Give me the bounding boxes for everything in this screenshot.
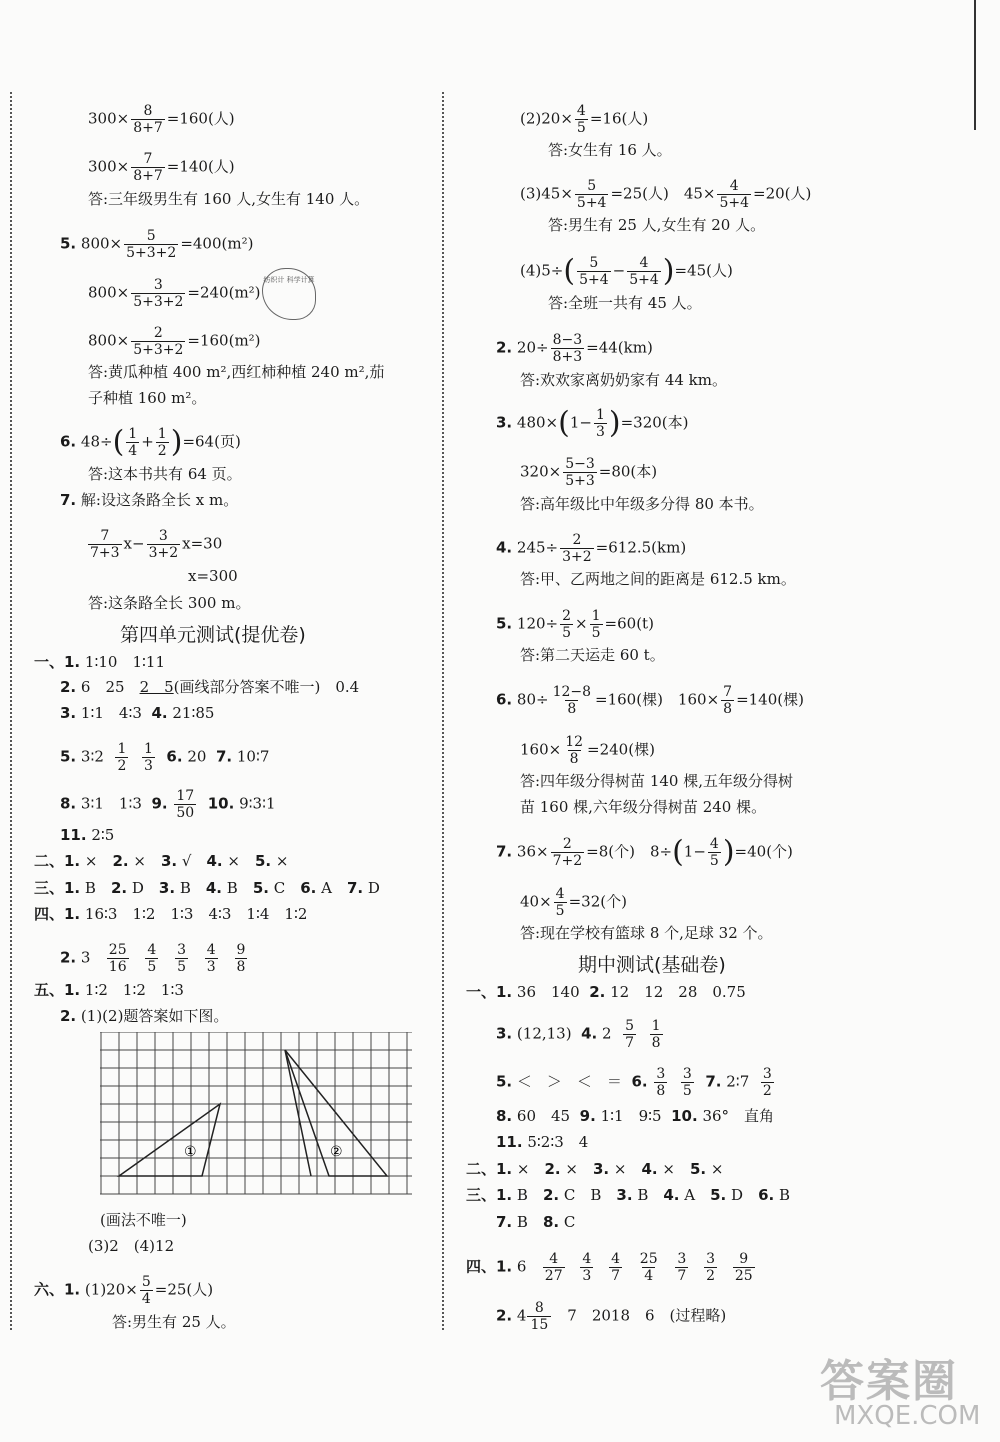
s1-item-8-10: 8. 3∶1 1∶3 9. $\frac{17}{50}$ 10. 9∶3∶1 (60, 788, 276, 821)
unit4-title: 第四单元测试(提优卷) (120, 624, 306, 646)
r-q7-answer: 答:现在学校有篮球 8 个,足球 32 个。 (520, 924, 773, 942)
figure-note: (画法不唯一) (100, 1211, 187, 1229)
left-margin-dots (10, 92, 12, 1330)
r-line-2: (3)45× $\frac{5}{5+4}$ =25(人) 45× $\frac{4}{5+4}$ =20(人) (520, 178, 812, 211)
s6-answer: 答:男生有 25 人。 (112, 1313, 236, 1331)
m1-item-1-2: 一、1. 36 140 2. 12 12 28 0.75 (466, 983, 746, 1001)
s3-choices: 三、1. B 2. D 3. B 4. B 5. C 6. A 7. D (34, 879, 380, 897)
q5-line-b: 800× $\frac{3}{5+3+2}$ =240(m²) (88, 277, 261, 310)
r-q2-answer: 答:欢欢家离奶奶家有 44 km。 (520, 371, 727, 389)
watermark-text: 答案圈 (820, 1356, 958, 1407)
s6-item-1: 六、1. (1)20× $\frac{5}{4}$ =25(人) (34, 1274, 214, 1307)
r-q6-answer-1: 答:四年级分得树苗 140 棵,五年级分得树 (520, 772, 793, 790)
q7-solution: x=300 (188, 567, 238, 585)
grid-figure (100, 1032, 412, 1196)
r-line-1: (2)20× $\frac{4}{5}$ =16(人) (520, 103, 649, 136)
s1-item-11: 11. 2∶5 (60, 826, 115, 844)
s1-item-2: 2. 6 25 2 5(画线部分答案不唯一) 0.4 (60, 678, 360, 696)
m3-choices-2: 7. B 8. C (496, 1213, 576, 1231)
r-q4-line: 4. 245÷ $\frac{2}{3+2}$ =612.5(km) (496, 532, 687, 565)
grid-lines (100, 1032, 412, 1194)
left-line-2: 300× $\frac{7}{8+7}$ =140(人) (88, 151, 235, 184)
r-answer-2: 答:男生有 25 人,女生有 20 人。 (548, 216, 766, 234)
r-q7-line-b: 40× $\frac{4}{5}$ =32(个) (520, 886, 627, 919)
r-q6-answer-2: 苗 160 棵,六年级分得树苗 240 棵。 (520, 798, 767, 816)
s5-item-3-4: (3)2 (4)12 (88, 1237, 175, 1255)
r-q5-line: 5. 120÷ $\frac{2}{5}$ × $\frac{1}{5}$ =60(t) (496, 608, 654, 641)
r-q6-line-b: 160× $\frac{12}{8}$ =240(棵) (520, 734, 655, 767)
r-q7-line: 7. 36× $\frac{2}{7+2}$ =8(个) 8÷(1− $\frac{4}{5}$ )=40(个) (496, 834, 793, 870)
s1-item-3-4: 3. 1∶1 4∶3 4. 21∶85 (60, 704, 215, 722)
r-answer-1: 答:女生有 16 人。 (548, 141, 672, 159)
m4-item-1: 四、1. 6 $\frac{4}{27}$ $\frac{4}{3}$ $\frac{4}{7}$ $\frac{25}{4}$ $\frac{3}{7}$ $\frac{3}{2}$ $\frac{9}{25}$ (466, 1251, 753, 1284)
figure-label-2: ② (330, 1144, 343, 1160)
m3-choices: 三、1. B 2. C B 3. B 4. A 5. D 6. B (466, 1186, 791, 1204)
q5-answer-1: 答:黄瓜种植 400 m²,西红柿种植 240 m²,茄 (88, 363, 385, 381)
s2-truefalse: 二、1. × 2. × 3. √ 4. × 5. × (34, 852, 289, 870)
m1-item-5-7: 5. ＜ ＞ ＜ ＝ 6. $\frac{3}{8}$ $\frac{3}{5}$ 7. 2∶7 $\frac{3}{2}$ (496, 1066, 772, 1099)
q5-answer-2: 子种植 160 m²。 (88, 389, 207, 407)
watermark-url: MXQE.COM (834, 1401, 981, 1431)
midterm-title: 期中测试(基础卷) (578, 954, 726, 976)
r-answer-3: 答:全班一共有 45 人。 (548, 294, 702, 312)
page-edge-line (974, 0, 976, 130)
r-q3-line-b: 320× $\frac{5-3}{5+3}$ =80(本) (520, 456, 658, 489)
q6-line: 6. 48÷( $\frac{1}{4}$ + $\frac{1}{2}$ )=64(页) (60, 424, 241, 460)
r-q4-answer: 答:甲、乙两地之间的距离是 612.5 km。 (520, 570, 796, 588)
r-line-3: (4)5÷( $\frac{5}{5+4}$ − $\frac{4}{5+4}$ )=45(人) (520, 253, 733, 289)
ink-stamp: 纺织计 科学计算 (262, 268, 316, 320)
q7-answer: 答:这条路全长 300 m。 (88, 594, 251, 612)
s4-item-1: 四、1. 16∶3 1∶2 1∶3 4∶3 1∶4 1∶2 (34, 905, 308, 923)
q7-line: 7. 解:设这条路全长 x m。 (60, 491, 239, 509)
m1-item-8-10: 8. 60 45 9. 1∶1 9∶5 10. 36° 直角 (496, 1107, 775, 1125)
s1-item-1: 一、1. 1∶10 1∶11 (34, 653, 165, 671)
s1-item-5-7: 5. 3∶2 $\frac{1}{2}$ $\frac{1}{3}$ 6. 20 7. 10∶7 (60, 741, 270, 774)
r-q3-answer: 答:高年级比中年级多分得 80 本书。 (520, 495, 764, 513)
figure-label-1: ① (184, 1144, 197, 1160)
m2-truefalse: 二、1. × 2. × 3. × 4. × 5. × (466, 1160, 724, 1178)
q7-equation: $\frac{7}{7+3}$ x− $\frac{3}{3+2}$ x=30 (90, 528, 223, 561)
m1-item-11: 11. 5∶2∶3 4 (496, 1133, 589, 1151)
watermark (800, 1345, 990, 1435)
r-q6-line: 6. 80÷ $\frac{12-8}{8}$ =160(棵) 160× $\frac{7}{8}$ =140(棵) (496, 684, 804, 717)
r-q3-line: 3. 480×(1− $\frac{1}{3}$ )=320(本) (496, 405, 689, 441)
s5-item-1: 五、1. 1∶2 1∶2 1∶3 (34, 981, 184, 999)
r-q2-line: 2. 20÷ $\frac{8-3}{8+3}$ =44(km) (496, 332, 653, 365)
left-line-1: 300× $\frac{8}{8+7}$ =160(人) (88, 103, 235, 136)
q5-line-c: 800× $\frac{2}{5+3+2}$ =160(m²) (88, 325, 261, 358)
left-answer-1: 答:三年级男生有 160 人,女生有 140 人。 (88, 190, 370, 208)
q6-answer: 答:这本书共有 64 页。 (88, 465, 242, 483)
m1-item-3-4: 3. (12,13) 4. 2 $\frac{5}{7}$ $\frac{1}{8}$ (496, 1018, 661, 1051)
s5-item-2: 2. (1)(2)题答案如下图。 (60, 1007, 229, 1025)
q5-line-a: 5. 800× $\frac{5}{5+3+2}$ =400(m²) (60, 228, 254, 261)
s4-item-2: 2. 3 $\frac{25}{16}$ $\frac{4}{5}$ $\frac{3}{5}$ $\frac{4}{3}$ $\frac{9}{8}$ (60, 942, 246, 975)
r-q5-answer: 答:第二天运走 60 t。 (520, 646, 665, 664)
m4-item-2: 2. 4 $\frac{8}{15}$ 7 2018 6 (过程略) (496, 1300, 727, 1333)
column-divider (442, 92, 444, 1330)
